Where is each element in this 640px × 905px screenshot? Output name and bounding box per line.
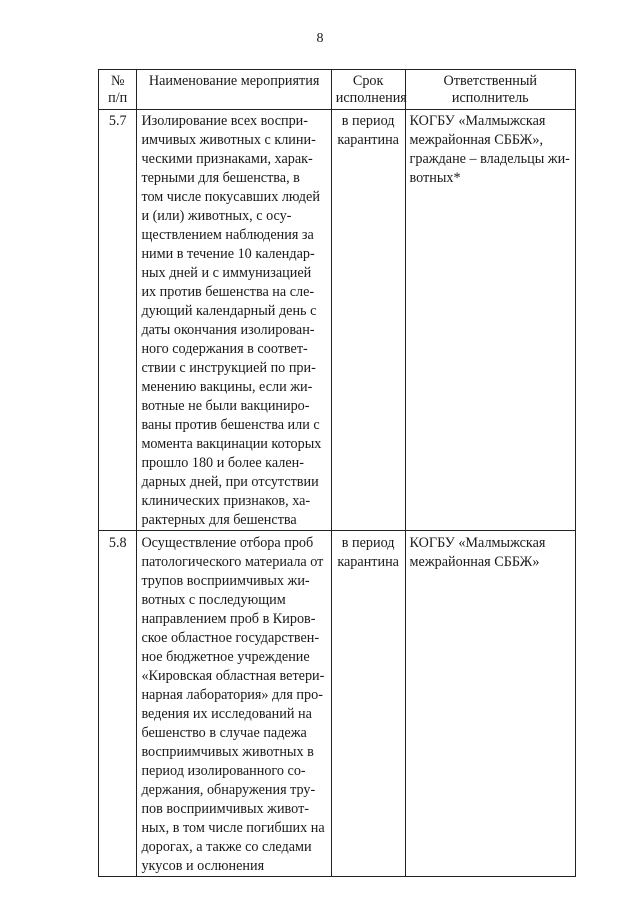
text-line: Осуществление отбора проб [141, 535, 314, 551]
text-line: карантина [337, 554, 399, 570]
measures-table [98, 69, 576, 877]
table-row [99, 531, 576, 877]
text-line: ного содержания в соответ- [141, 341, 308, 357]
text-line: даты окончания изолирован- [141, 322, 315, 338]
row-name [137, 110, 331, 531]
text-line: ваны против бешенства или с [141, 417, 320, 433]
text-line: ствии с инструкцией по при- [141, 360, 316, 376]
table-row [99, 110, 576, 531]
header-name-line: Наименование мероприятия [148, 73, 320, 89]
row-name [137, 531, 331, 877]
page-number: 8 [316, 31, 324, 46]
text-line: ское областное государствен- [141, 630, 320, 646]
text-line: их против бешенства на сле- [141, 284, 315, 300]
text-line: том числе покусавших людей [141, 189, 320, 205]
row-num: 5.7 [99, 110, 137, 531]
row-resp [405, 110, 575, 531]
text-line: укусов и ослюнения [141, 858, 265, 874]
header-num [99, 70, 137, 110]
text-line: КОГБУ «Малмыжская [409, 113, 546, 129]
text-line: вотные не были вакциниро- [141, 398, 310, 414]
row-term [331, 531, 405, 877]
text-line: период изолированного со- [141, 763, 306, 779]
text-line: прошло 180 и более кален- [141, 455, 304, 471]
text-line: менению вакцины, если жи- [141, 379, 313, 395]
text-line: бешенство в случае падежа [141, 725, 307, 741]
text-line: в период [341, 535, 395, 551]
text-line: ческими признаками, харак- [141, 151, 313, 167]
header-term-line: Срок [352, 73, 384, 89]
text-line: и (или) животных, с осу- [141, 208, 292, 224]
text-line: дующий календарный день с [141, 303, 317, 319]
text-line: трупов восприимчивых жи- [141, 573, 310, 589]
text-line: КОГБУ «Малмыжская [409, 535, 546, 551]
text-line: дорогах, а также со следами [141, 839, 312, 855]
row-resp [405, 531, 575, 877]
text-line: момента вакцинации которых [141, 436, 322, 452]
text-line: Изолирование всех воспри- [141, 113, 308, 129]
row-term [331, 110, 405, 531]
header-name [137, 70, 331, 110]
text-line: ных дней и с иммунизацией [141, 265, 312, 281]
text-line: терными для бешенства, в [141, 170, 300, 186]
header-num-line: п/п [108, 90, 128, 106]
header-resp-line: Ответственный [443, 73, 537, 89]
header-resp-line: исполнитель [451, 90, 529, 106]
text-line: межрайонная СББЖ» [409, 554, 540, 570]
text-line: имчивых животных с клини- [141, 132, 316, 148]
row-num: 5.8 [99, 531, 137, 877]
text-line: нарная лаборатория» для про- [141, 687, 323, 703]
text-line: пов восприимчивых живот- [141, 801, 309, 817]
text-line: ных, в том числе погибших на [141, 820, 325, 836]
text-line: вотных с последующим [141, 592, 286, 608]
text-line: рактерных для бешенства [141, 512, 297, 528]
text-line: держания, обнаружения тру- [141, 782, 316, 798]
text-line: дарных дней, при отсутствии [141, 474, 319, 490]
header-term-line: исполнения [335, 90, 407, 106]
text-line: направлением проб в Киров- [141, 611, 316, 627]
text-line: ное бюджетное учреждение [141, 649, 310, 665]
text-line: клинических признаков, ха- [141, 493, 311, 509]
text-line: ними в течение 10 календар- [141, 246, 315, 262]
text-line: в период [341, 113, 395, 129]
text-line: межрайонная СББЖ», [409, 132, 544, 148]
header-num-line: № [110, 73, 125, 89]
text-line: вотных* [409, 170, 461, 186]
header-term [331, 70, 405, 110]
text-line: карантина [337, 132, 399, 148]
text-line: патологического материала от [141, 554, 324, 570]
header-resp [405, 70, 575, 110]
table-header-row [99, 70, 576, 110]
text-line: восприимчивых животных в [141, 744, 314, 760]
text-line: ведения их исследований на [141, 706, 312, 722]
text-line: «Кировская областная ветери- [141, 668, 325, 684]
text-line: ществлением наблюдения за [141, 227, 314, 243]
text-line: граждане – владельцы жи- [409, 151, 570, 167]
